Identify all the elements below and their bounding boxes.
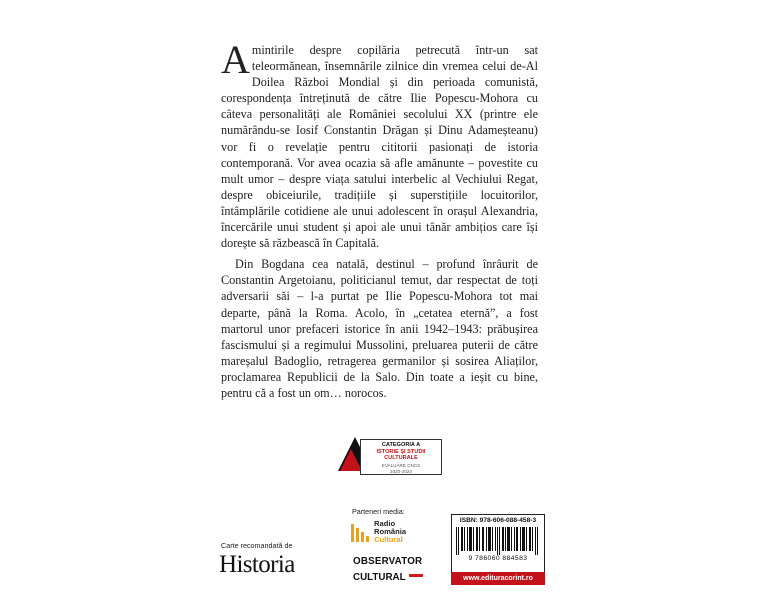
radio-line-1: Radio — [374, 519, 396, 528]
radio-romania-cultural-logo — [350, 519, 440, 546]
paragraph-2: Din Bogdana cea natală, destinul – profund înrâurit de Constantin Argetoianu, politicianul temut, dar respectat de toți adversarii săi – l-a purtat pe Ilie Popescu-Mohora tot mai departe, până la Roma. Acolo, în „cetatea eternă”, a fost martorul unor prefaceri istorice în anii 1942–1943: prăbușirea fascismului și a regimului Mussolini, preluarea puterii de către mareșalul Badoglio, retragerea germanilor și sosirea Aliaților, proclamarea Republicii de la Salo. Din toate a ieșit cu bine, pentru că a fost un om… norocos. — [221, 257, 538, 400]
category-a-logo — [338, 437, 448, 477]
paragraph-1-text: mintirile despre copilăria petrecută într-un sat teleormănean, însemnările zilnice din vremea celui de-Al Doilea Război Mondial și din perioada comunistă, corespondența întreținută de către Ilie Popescu-Mohora cu câteva personalități ale României secolului XX (printre ele numărându-se Iosif Constantin Drăgan și Dinu Adameșteanu) vor fi o revelație pentru cititorii pasionați de istoria contemporană. Vor avea ocazia să afle amănunte – povestite cu mult umor – despre viața satului interbelic al Vechiului Regat, despre obiceiurile, tradițiile și superstițiile locuitorilor, întâmplările cotidiene ale unui adolescent în orașul Alexandria, încercările unui student și apoi ale unui tânăr ambițios care își dorește să răzbească în Capitală. — [221, 43, 538, 251]
barcode-icon — [456, 527, 540, 555]
observator-cultural-logo — [353, 556, 443, 585]
category-title: CATEGORIA A — [381, 442, 421, 448]
recommended-by-label: Carte recomandată de — [221, 541, 293, 550]
category-box — [360, 439, 442, 475]
category-field-2: CULTURALE — [384, 455, 418, 462]
paragraph-1 — [221, 37, 538, 251]
category-evaluation: EVALUARE CNCS — [381, 462, 421, 468]
media-partners-label: Parteneri media: — [352, 507, 405, 516]
drop-cap: A — [221, 37, 250, 82]
isbn-barcode-box — [451, 514, 545, 573]
category-field-1: ISTORIE ȘI STUDII — [376, 449, 426, 455]
isbn-label: ISBN: 978-606-088-458-3 — [459, 517, 537, 524]
radio-logo-text — [374, 520, 444, 544]
radio-line-3: Cultural — [374, 535, 403, 544]
back-cover-text — [221, 37, 538, 401]
radio-line-2: România — [374, 527, 407, 536]
category-years: 2020-2024 — [390, 469, 412, 475]
barcode-digits: 9 786060 884583 — [468, 555, 528, 562]
radio-wave-icon — [350, 520, 370, 544]
observator-line-1: OBSERVATOR — [353, 556, 423, 567]
publisher-url[interactable]: www.edituracorint.ro — [451, 572, 545, 585]
observator-red-bar — [409, 574, 423, 577]
observator-line-2: CULTURAL — [353, 572, 406, 583]
historia-logo: Historia — [219, 551, 295, 578]
